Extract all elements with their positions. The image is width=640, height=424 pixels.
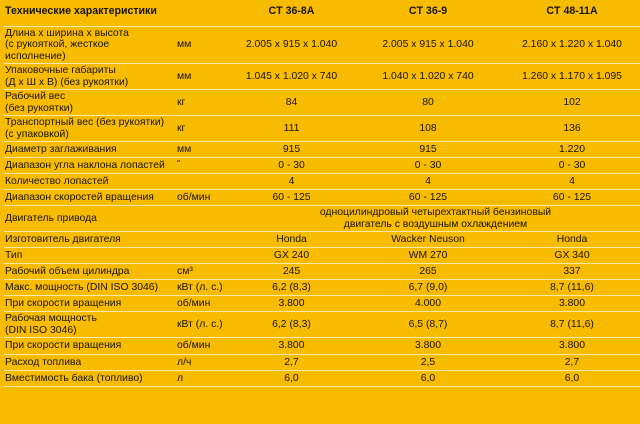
row-unit: кг [177, 96, 186, 108]
row-value-3: 136 [563, 122, 581, 134]
row-unit: об/мин [177, 297, 211, 309]
row-value-2: 60 - 125 [408, 191, 448, 203]
table-row [4, 27, 640, 64]
row-label: Диапазон угла наклона лопастей [5, 159, 165, 171]
row-value-1: 245 [282, 265, 301, 277]
row-value-1: 1.045 x 1.020 x 740 [245, 70, 338, 82]
row-value-1: GX 240 [273, 249, 310, 261]
row-unit: кг [177, 122, 186, 134]
row-label: Рабочая мощность (DIN ISO 3046) [5, 313, 97, 336]
table-row [4, 158, 640, 174]
row-label: Расход топлива [5, 356, 82, 368]
table-row [4, 116, 640, 142]
table-row [4, 190, 640, 206]
row-label: Рабочий вес (без рукоятки) [5, 91, 73, 114]
row-value-2: 80 [422, 96, 434, 108]
row-unit: мм [177, 39, 192, 51]
row-value-1: 3.800 [278, 340, 305, 352]
row-value-1: 6,2 (8,3) [272, 281, 311, 293]
row-unit: об/мин [177, 340, 211, 352]
row-value-3: 3.800 [558, 340, 585, 352]
row-value-3: 1.220 [558, 143, 585, 155]
row-value-1: 915 [282, 143, 301, 155]
row-unit: мм [177, 70, 192, 82]
row-value-1: 0 - 30 [278, 159, 305, 171]
row-value-2: 4.000 [414, 297, 441, 309]
row-unit: ˚ [177, 159, 181, 171]
row-value-2: 265 [419, 265, 437, 277]
table-row [4, 280, 640, 296]
row-value-3: 102 [563, 96, 581, 108]
row-value-3: 4 [569, 175, 575, 187]
table-row [4, 248, 640, 264]
model-header-3: CT 48-11A [546, 6, 598, 17]
row-value-1: 2,7 [284, 356, 299, 368]
row-unit: см³ [177, 265, 193, 277]
row-value-1: Honda [276, 233, 307, 245]
row-value-2: 2,5 [420, 356, 436, 368]
row-label: Макс. мощность (DIN ISO 3046) [5, 281, 159, 293]
row-label: Диаметр заглаживания [5, 143, 117, 155]
row-value-3: 2,7 [564, 356, 580, 368]
row-value-1: 111 [283, 122, 300, 134]
table-row [4, 90, 640, 116]
row-value-1: 3.800 [278, 297, 305, 309]
table-row [4, 338, 640, 355]
row-label: Двигатель привода [5, 212, 97, 224]
table-row [4, 264, 640, 280]
row-value-3: GX 340 [554, 249, 590, 261]
row-value-3: 8,7 (11,6) [550, 281, 594, 293]
row-unit: мм [177, 143, 192, 155]
table-title: Технические характеристики [5, 6, 157, 17]
row-value-3: 60 - 125 [552, 191, 592, 203]
row-label: Тип [5, 249, 23, 261]
row-value-3: 337 [563, 265, 581, 277]
model-header-2: CT 36-9 [408, 6, 448, 17]
row-unit: кВт (л. с.) [177, 318, 223, 330]
row-value-2: WM 270 [408, 249, 448, 261]
row-label: При скорости вращения [5, 297, 122, 309]
table-row [4, 355, 640, 371]
row-value-2: 3.800 [414, 340, 441, 352]
row-value-2: 4 [425, 175, 431, 187]
row-value-3: 1.260 x 1.170 x 1.095 [522, 70, 622, 82]
table-row [4, 174, 640, 190]
row-value-3: 6,0 [564, 372, 580, 384]
table-row [4, 232, 640, 248]
row-value-3: 0 - 30 [558, 159, 586, 171]
row-unit: л/ч [177, 356, 192, 368]
table-row [4, 142, 640, 158]
row-value-2: 0 - 30 [414, 159, 442, 171]
row-value-3: 8,7 (11,6) [550, 318, 594, 330]
row-value-1: 2.005 x 915 x 1.040 [245, 39, 338, 51]
row-value-2: 108 [419, 122, 437, 134]
row-label: Упаковочные габариты (Д x Ш x В) (без рукоятки) [5, 65, 129, 88]
row-value-1: 84 [285, 96, 298, 108]
row-value-1: 60 - 125 [272, 191, 311, 203]
row-value-3: Honda [556, 233, 588, 245]
table-body [4, 27, 640, 387]
row-label: Длина x ширина x высота (с рукояткой, жесткое исполнение) [5, 27, 129, 62]
row-value-1: 6,0 [284, 372, 299, 384]
row-label: Диапазон скоростей вращения [5, 191, 154, 203]
row-value-span: одноцилиндровый четырехтактный бензиновый двигатель с воздушным охлаждением [319, 207, 552, 230]
table-header [4, 0, 640, 27]
row-value-2: Wacker Neuson [391, 233, 465, 245]
row-value-1: 4 [288, 175, 295, 187]
row-value-2: 2.005 x 915 x 1.040 [382, 39, 474, 51]
row-value-2: 6,5 (8,7) [408, 318, 448, 330]
row-value-1: 6,2 (8,3) [272, 318, 311, 330]
model-header-1: CT 36-8A [268, 6, 315, 17]
row-unit: об/мин [177, 191, 211, 203]
row-label: Рабочий объем цилиндра [5, 265, 130, 277]
row-label: Транспортный вес (без рукоятки) (с упаковкой) [5, 117, 165, 140]
row-label: Вместимость бака (топливо) [5, 372, 143, 384]
row-value-2: 6,0 [420, 372, 436, 384]
row-label: Количество лопастей [5, 175, 109, 187]
table-row [4, 64, 640, 90]
table-row [4, 371, 640, 387]
row-label: Изготовитель двигателя [5, 233, 121, 245]
row-unit: л [177, 372, 184, 384]
table-row [4, 312, 640, 338]
row-unit: кВт (л. с.) [177, 281, 223, 293]
row-value-3: 2.160 x 1.220 x 1.040 [522, 39, 622, 51]
row-label: При скорости вращения [5, 340, 122, 352]
row-value-2: 915 [419, 143, 437, 155]
table-row [4, 296, 640, 312]
table-row [4, 206, 640, 232]
row-value-3: 3.800 [558, 297, 585, 309]
row-value-2: 6,7 (9,0) [408, 281, 448, 293]
row-value-2: 1.040 x 1.020 x 740 [382, 70, 474, 82]
